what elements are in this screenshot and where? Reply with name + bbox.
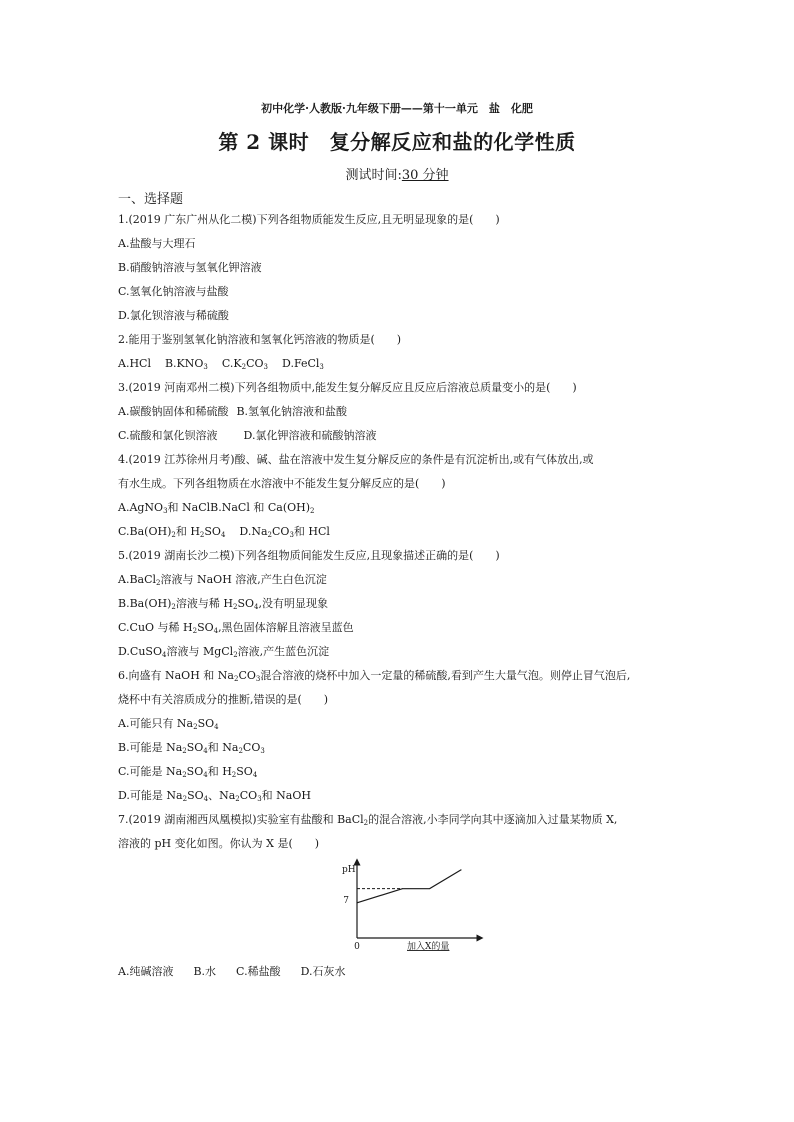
ph-chart <box>330 856 490 956</box>
q5-option-b: $B.Ba(OH)_2$溶液与稀 $H_2SO_4$,没有明显现象 <box>118 597 328 611</box>
q3-option-b: B.氢氧化钠溶液和盐酸 <box>236 405 348 418</box>
q6-option-b: B.可能是 $Na_2SO_4$和 $Na_2CO_3$ <box>118 741 265 755</box>
q7-option-b: B.水 <box>193 965 217 978</box>
question-3-stem: 3.(2019 河南邓州二模)下列各组物质中,能发生复分解反应且反应后溶液总质量变小的是( ) <box>118 381 577 394</box>
q1-option-b: B.硝酸钠溶液与氢氧化钾溶液 <box>118 261 262 274</box>
question-4-stem-line1: 4.(2019 江苏徐州月考)酸、碱、盐在溶液中发生复分解反应的条件是有沉淀析出,或有气体放出,或 <box>118 453 594 466</box>
q1-option-d: D.氯化钡溶液与稀硫酸 <box>118 309 229 322</box>
q4-option-b: B.NaCl 和 $Ca(OH)_2$ <box>210 501 315 515</box>
q1-option-a: A.盐酸与大理石 <box>118 237 196 250</box>
q2-option-c: $C.K_2CO_3$ <box>221 357 269 371</box>
q4-options-ab <box>118 500 315 516</box>
section-heading: 一、选择题 <box>118 192 184 207</box>
question-7-stem-line1: 7.(2019 湖南湘西凤凰模拟)实验室有盐酸和 BaCl$_2$的混合溶液,小李同学向其中逐滴加入过量某物质 X, <box>118 813 618 827</box>
q7-option-d: D.石灰水 <box>300 965 346 978</box>
page-title: 第 2 课时 复分解反应和盐的化学性质 <box>218 130 576 154</box>
q2-option-d: D.FeCl$_3$ <box>282 357 324 371</box>
q6-option-d: D.可能是 $Na_2SO_4$、$Na_2CO_3$和 NaOH <box>118 789 311 803</box>
q5-option-a: A.BaCl$_2$溶液与 NaOH 溶液,产生白色沉淀 <box>118 573 327 587</box>
question-6-stem-line1: 6.向盛有 NaOH 和 $Na_2CO_3$混合溶液的烧杯中加入一定量的稀硫酸,看到产生大量气泡。则停止冒气泡后, <box>118 669 631 683</box>
q3-option-d: D.氯化钾溶液和硫酸钠溶液 <box>243 429 377 442</box>
q4-option-c: $C.Ba(OH)_2$和 $H_2SO_4$ <box>118 525 226 539</box>
time-value: 30 分钟 <box>401 168 449 183</box>
question-4-stem-line2: 有水生成。下列各组物质在水溶液中不能发生复分解反应的是( ) <box>118 477 446 490</box>
q7-option-a: A.纯碱溶液 <box>118 965 174 978</box>
y-tick-7: 7 <box>343 896 349 906</box>
origin-label: 0 <box>354 942 360 952</box>
question-5-stem: 5.(2019 湖南长沙二模)下列各组物质间能发生反应,且现象描述正确的是( ) <box>118 549 500 562</box>
q6-option-a: A.可能只有 $Na_2SO_4$ <box>118 717 219 731</box>
question-7-stem-line2: 溶液的 pH 变化如图。你认为 X 是( ) <box>118 837 320 850</box>
y-axis-label: pH <box>342 865 356 875</box>
question-2-stem: 2.能用于鉴别氢氧化钠溶液和氢氧化钙溶液的物质是( ) <box>118 333 402 346</box>
q3-options-cd <box>118 428 376 444</box>
q7-option-c: C.稀盐酸 <box>236 965 281 978</box>
q5-option-c: C.CuO 与稀 $H_2SO_4$,黑色固体溶解且溶液呈蓝色 <box>118 621 354 635</box>
q3-option-c: C.硫酸和氯化钡溶液 <box>118 429 218 442</box>
ph-curve <box>357 870 461 903</box>
series-header: 初中化学·人教版·九年级下册——第十一单元 盐 化肥 <box>261 102 533 115</box>
q4-option-d: $D.Na_2CO_3$和 HCl <box>239 525 330 539</box>
q3-options-ab <box>118 404 347 420</box>
question-1-stem: 1.(2019 广东广州从化二模)下列各组物质能发生反应,且无明显现象的是( ) <box>118 213 500 226</box>
test-time <box>0 164 794 183</box>
q6-option-c: C.可能是 $Na_2SO_4$和 $H_2SO_4$ <box>118 765 258 779</box>
time-label: 测试时间: <box>345 168 402 183</box>
x-axis-label: 加入X的量 <box>407 942 450 952</box>
q2-options <box>118 356 324 372</box>
q1-option-c: C.氢氧化钠溶液与盐酸 <box>118 285 229 298</box>
q3-option-a: A.碳酸钠固体和稀硫酸 <box>118 405 229 418</box>
q2-option-b: $B.KNO_3$ <box>164 357 208 371</box>
q5-option-d: D.CuSO$_4$溶液与 MgCl$_2$溶液,产生蓝色沉淀 <box>118 645 330 659</box>
question-6-stem-line2: 烧杯中有关溶质成分的推断,错误的是( ) <box>118 693 329 706</box>
q4-options-cd <box>118 524 330 540</box>
q2-option-a: A.HCl <box>118 357 151 370</box>
q4-option-a: A.AgNO$_3$和 NaCl <box>118 501 211 515</box>
q7-options <box>118 964 346 980</box>
